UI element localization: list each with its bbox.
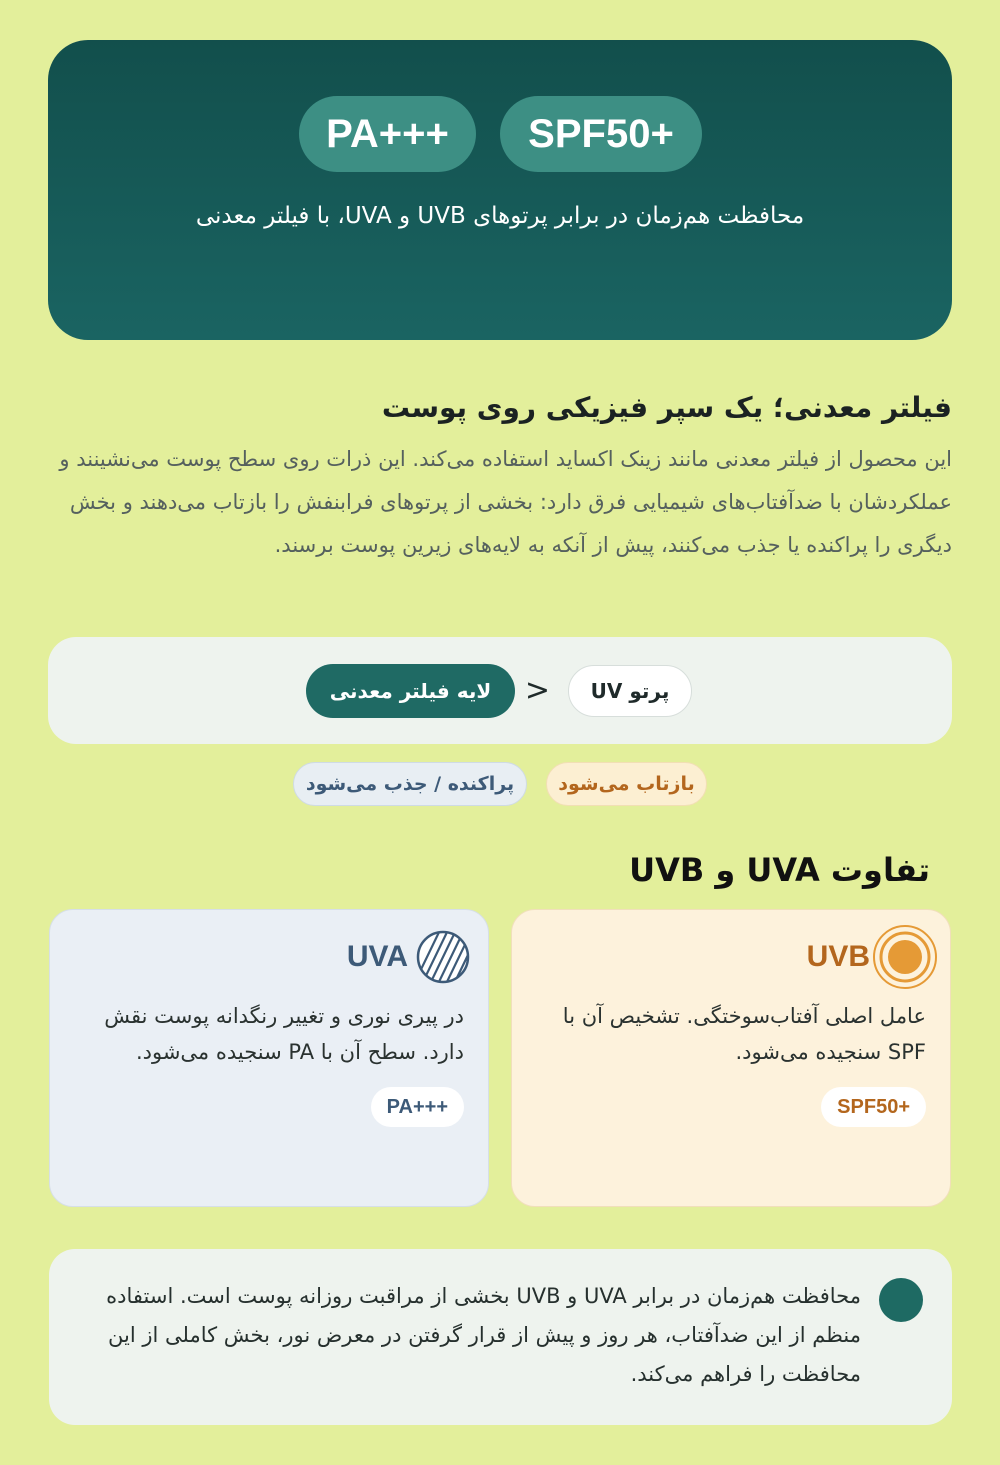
pa-badge: PA+++: [299, 96, 476, 172]
uvb-description: عامل اصلی آفتاب‌سوختگی. تشخیص آن با SPF سنجیده می‌شود.: [562, 1004, 926, 1064]
uva-card: [49, 909, 489, 1207]
bullet-dot-icon: [879, 1278, 923, 1322]
hatched-circle-icon: [410, 924, 476, 990]
scatter-absorb-tag: پراکنده / جذب می‌شود: [293, 762, 527, 806]
spf-badge: SPF50+: [500, 96, 702, 172]
daily-protection-note: [49, 1249, 952, 1425]
mineral-filter-description: این محصول از فیلتر معدنی مانند زینک اکساید استفاده می‌کند. این ذرات روی سطح پوست می‌نشینند و عملکردشان با ضدآفتاب‌های شیمیایی فرق دارد: بخشی از پرتوهای فرابنفش را بازتاب می‌دهند و بخش دیگری را پراکنده یا جذب می‌کنند، پیش از آنکه به لایه‌های زیرین پوست برسند.: [59, 447, 952, 557]
uvb-label: UVB: [806, 940, 870, 973]
note-text: محافظت هم‌زمان در برابر UVA و UVB بخشی از مراقبت روزانه پوست است. استفاده منظم از این ضدآفتاب، هر روز و پیش از قرار گرفتن در معرض نور، بخش کاملی از این محافظت را فراهم می‌کند.: [106, 1284, 861, 1386]
hero-banner: [48, 40, 952, 340]
flow-arrow-icon: <: [524, 673, 550, 708]
uva-description: در پیری نوری و تغییر رنگدانه پوست نقش دارد. سطح آن با PA سنجیده می‌شود.: [104, 1004, 464, 1064]
mineral-layer-chip: لایه فیلتر معدنی: [306, 664, 515, 718]
hero-subtitle: محافظت هم‌زمان در برابر پرتوهای UVB و UVA، با فیلتر معدنی: [195, 203, 805, 229]
uvb-card: [511, 909, 951, 1207]
uva-uvb-difference-title: تفاوت UVA و UVB: [629, 851, 930, 889]
uva-label: UVA: [346, 940, 408, 973]
uva-pa-badge: PA+++: [371, 1087, 464, 1127]
uvb-card-header: [807, 924, 938, 990]
uv-flow-diagram: [48, 637, 952, 744]
sun-icon: [872, 924, 938, 990]
uvb-spf-badge: SPF50+: [821, 1087, 926, 1127]
uva-card-header: [347, 924, 476, 990]
uv-ray-chip: پرتو UV: [568, 665, 692, 717]
reflect-tag: بازتاب می‌شود: [546, 762, 707, 806]
mineral-filter-title: فیلتر معدنی؛ یک سپر فیزیکی روی پوست: [381, 391, 952, 424]
